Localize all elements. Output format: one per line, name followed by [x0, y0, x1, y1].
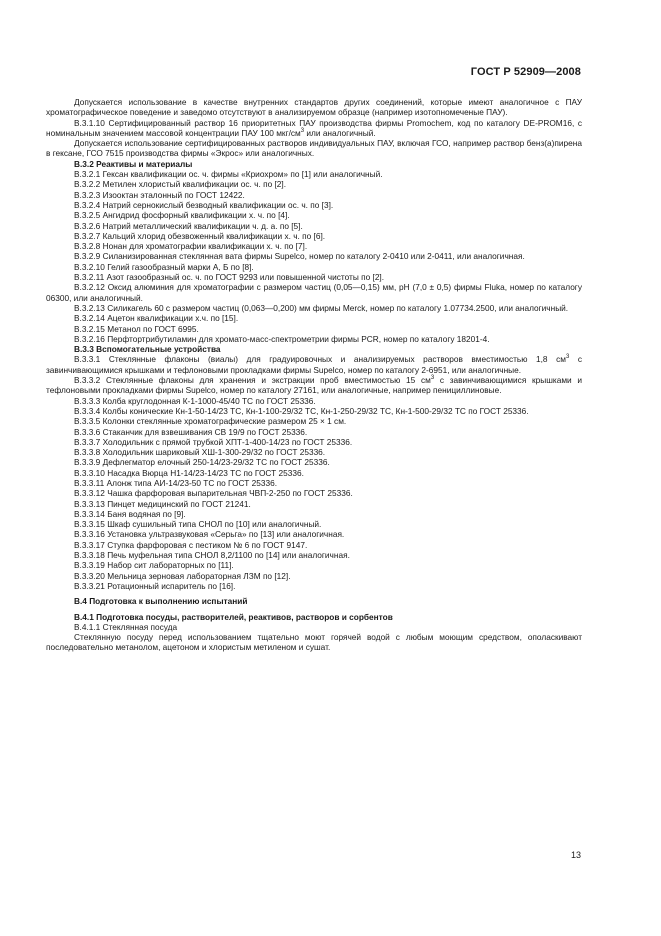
paragraph-text: В.3.3.6 Стаканчик для взвешивания СВ 19/9 по ГОСТ 25336.: [74, 426, 308, 437]
section-heading: [46, 159, 582, 169]
paragraph-text: В.4.1 Подготовка посуды, растворителей, реактивов, растворов и сорбентов: [74, 611, 393, 622]
paragraph: [46, 179, 582, 189]
paragraph-text: Стеклянную посуду перед использованием тщательно моют горячей водой с любым моющим средством, ополаскивают последовательно метанолом, ацетоном и хлористым метиленом и сушат.: [46, 632, 582, 653]
section-heading: [46, 612, 582, 622]
paragraph-text: В.3.2.14 Ацетон квалификации х.ч. по [15].: [74, 313, 239, 324]
paragraph: [46, 427, 582, 437]
paragraph: [46, 519, 582, 529]
superscript: 3: [430, 375, 435, 382]
paragraph-text: В.3.3.16 Установка ультразвуковая «Серьга» по [13] или аналогичная.: [74, 529, 345, 540]
paragraph: [46, 478, 582, 488]
paragraph: [46, 282, 582, 303]
paragraph: [46, 354, 582, 375]
paragraph: [46, 272, 582, 282]
paragraph-text: Допускается использование в качестве внутренних стандартов других соединений, которые имеют аналогичное с ПАУ хроматографическое поведение и заведомо отсутствуют в анализируемом образце (например изотопномеченые ПАУ).: [46, 97, 582, 118]
paragraph-text-tail: с завинчивающимися крышками и тефлоновыми прокладками фирмы Supelco, номер по каталогу 27161, или аналогичные, например пенициллиновые.: [46, 375, 582, 396]
paragraph-text: В.3.3.2 Стеклянные флаконы для хранения и экстракции проб вместимостью 15 см: [74, 375, 431, 386]
paragraph: [46, 447, 582, 457]
paragraph-text: В.3.3.9 Дефлегматор елочный 250-14/23-29/32 ТС по ГОСТ 25336.: [74, 457, 330, 468]
paragraph-text: В.4 Подготовка к выполнению испытаний: [74, 596, 248, 607]
paragraph-text: В.3.1.10 Сертифицированный раствор 16 приоритетных ПАУ производства фирмы Promochem, код по каталогу DE-PROM16, с номинальным значением массовой концентрации ПАУ 100 мкг/см: [46, 117, 582, 138]
paragraph-text: В.3.3.13 Пинцет медицинский по ГОСТ 21241.: [74, 498, 251, 509]
paragraph-text-tail: с завинчивающимися крышками и тефлоновыми прокладками фирмы Supelco, номер по каталогу 2-6951, или аналогичные.: [46, 354, 582, 375]
paragraph: [46, 118, 582, 139]
paragraph: [46, 457, 582, 467]
paragraph-text: В.3.3.10 Насадка Вюрца Н1-14/23-14/23 ТС по ГОСТ 25336.: [74, 467, 304, 478]
paragraph-text: В.3.2.12 Оксид алюминия для хроматографии с размером частиц (0,05—0,15) мм, pH (7,0 ± 0,5) фирмы Fluka, номер по каталогу 06300, или аналогичный.: [46, 282, 582, 303]
paragraph-text: В.3.3.21 Ротационный испаритель по [16].: [74, 580, 236, 591]
paragraph-text-tail: или аналогичный.: [304, 127, 376, 138]
paragraph: [46, 200, 582, 210]
paragraph: [46, 406, 582, 416]
paragraph-text: В.3.3.15 Шкаф сушильный типа СНОЛ по [10] или аналогичный.: [74, 519, 322, 530]
paragraph-text: В.3.3 Вспомогательные устройства: [74, 344, 221, 355]
paragraph: [46, 324, 582, 334]
section-heading: [46, 596, 582, 606]
paragraph-text: В.3.2 Реактивы и материалы: [74, 158, 193, 169]
paragraph-text: В.3.2.13 Силикагель 60 с размером частиц (0,063—0,200) мм фирмы Merck, номер по каталогу 1.07734.2500, или аналогичный.: [74, 302, 569, 313]
paragraph-text: В.3.2.8 Нонан для хроматографии квалификации х. ч. по [7].: [74, 241, 308, 252]
paragraph-text: В.3.2.5 Ангидрид фосфорный квалификации х. ч. по [4].: [74, 210, 290, 221]
paragraph-text: В.3.3.19 Набор сит лабораторных по [11].: [74, 560, 234, 571]
paragraph-text: В.3.2.6 Натрий металлический квалификации ч. д. а. по [5].: [74, 220, 303, 231]
paragraph-text: В.3.3.3 Колба круглодонная К-1-1000-45/40 ТС по ГОСТ 25336.: [74, 395, 316, 406]
paragraph-text: В.3.2.4 Натрий сернокислый безводный квалификации ос. ч. по [3].: [74, 199, 334, 210]
paragraph: [46, 231, 582, 241]
paragraph: [46, 581, 582, 591]
paragraph: [46, 416, 582, 426]
paragraph-text: В.3.2.1 Гексан квалификации ос. ч. фирмы «Криохром» по [1] или аналогичный.: [74, 169, 383, 180]
paragraph: [46, 190, 582, 200]
superscript: 3: [300, 128, 305, 135]
paragraph: [46, 468, 582, 478]
paragraph: [46, 334, 582, 344]
paragraph-text: В.3.3.17 Ступка фарфоровая с пестиком № 6 по ГОСТ 9147.: [74, 539, 308, 550]
paragraph: [46, 540, 582, 550]
paragraph-text: В.3.3.11 Алонж типа АИ-14/23-50 ТС по ГОСТ 25336.: [74, 477, 278, 488]
paragraph: [46, 396, 582, 406]
document-body: [46, 97, 582, 653]
paragraph: [46, 437, 582, 447]
paragraph: [46, 632, 582, 653]
paragraph-text: В.3.2.9 Силанизированная стеклянная вата фирмы Supelco, номер по каталогу 2-0410 или 2-0411, или аналогичная.: [74, 251, 525, 262]
paragraph-text: В.4.1.1 Стеклянная посуда: [74, 621, 178, 632]
paragraph-text: В.3.3.12 Чашка фарфоровая выпарительная ЧВП-2-250 по ГОСТ 25336.: [74, 488, 353, 499]
paragraph: [46, 210, 582, 220]
paragraph: [46, 221, 582, 231]
paragraph-text: В.3.3.14 Баня водяная по [9].: [74, 508, 186, 519]
paragraph-text: В.3.2.11 Азот газообразный ос. ч. по ГОСТ 9293 или повышенной чистоты по [2].: [74, 272, 385, 283]
paragraph-text: В.3.2.15 Метанол по ГОСТ 6995.: [74, 323, 199, 334]
paragraph: [46, 571, 582, 581]
paragraph-text: В.3.3.5 Колонки стеклянные хроматографические размером 25 × 1 см.: [74, 416, 347, 427]
paragraph: [46, 313, 582, 323]
paragraph-text: В.3.2.16 Перфтортрибутиламин для хромато-масс-спектрометрии фирмы PCR, номер по каталогу 18201-4.: [74, 333, 490, 344]
paragraph: [46, 529, 582, 539]
paragraph-text: В.3.3.4 Колбы конические Кн-1-50-14/23 ТС, Кн-1-100-29/32 ТС, Кн-1-250-29/32 ТС, Кн-1-500-29/32 ТС по ГОСТ 25336.: [74, 405, 529, 416]
paragraph: [46, 303, 582, 313]
paragraph-text: В.3.2.3 Изооктан эталонный по ГОСТ 12422.: [74, 189, 245, 200]
paragraph: [46, 138, 582, 159]
paragraph-text: В.3.3.20 Мельница зерновая лабораторная ЛЗМ по [12].: [74, 570, 291, 581]
paragraph: [46, 550, 582, 560]
paragraph-text: В.3.2.10 Гелий газообразный марки А, Б по [8].: [74, 261, 254, 272]
paragraph: [46, 262, 582, 272]
paragraph-text: В.3.2.7 Кальций хлорид обезвоженный квалификации х. ч. по [6].: [74, 230, 326, 241]
paragraph: [46, 499, 582, 509]
paragraph: [46, 169, 582, 179]
paragraph: [46, 251, 582, 261]
paragraph-text: В.3.3.18 Печь муфельная типа СНОЛ 8,2/1100 по [14] или аналогичная.: [74, 550, 350, 561]
paragraph: [46, 560, 582, 570]
paragraph-text: В.3.3.7 Холодильник с прямой трубкой ХПТ-1-400-14/23 по ГОСТ 25336.: [74, 436, 353, 447]
page-number: 13: [570, 850, 581, 860]
paragraph: [46, 97, 582, 118]
paragraph-text: Допускается использование сертифицированных растворов индивидуальных ПАУ, включая ГСО, например раствор бенз(а)пирена в гексане, ГСО 7515 производства фирмы «Экрос» или аналогичных.: [46, 138, 582, 159]
section-heading: [46, 344, 582, 354]
paragraph-text: В.3.3.8 Холодильник шариковый ХШ-1-300-29/32 по ГОСТ 25336.: [74, 447, 326, 458]
paragraph: [46, 509, 582, 519]
superscript: 3: [565, 354, 570, 361]
paragraph: [46, 488, 582, 498]
document-header: ГОСТ Р 52909—2008: [470, 66, 581, 78]
paragraph: [46, 622, 582, 632]
paragraph: [46, 375, 582, 396]
paragraph: [46, 241, 582, 251]
paragraph-text: В.3.3.1 Стеклянные флаконы (виалы) для градуировочных и анализируемых растворов вместимостью 1,8 см: [74, 354, 566, 365]
paragraph-text: В.3.2.2 Метилен хлористый квалификации ос. ч. по [2].: [74, 179, 287, 190]
